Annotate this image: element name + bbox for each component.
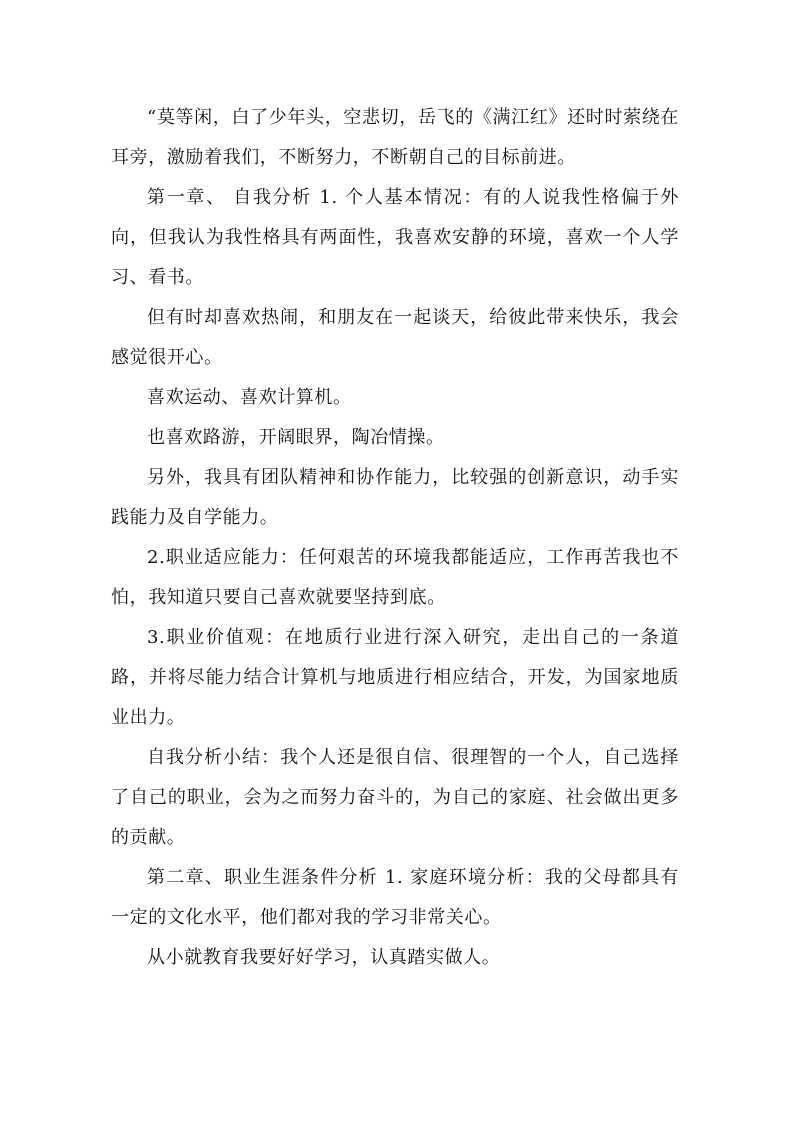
paragraph-9: 自我分析小结：我个人还是很自信、很理智的一个人，自己选择了自己的职业，会为之而努力奋斗的，为自己的家庭、社会做出更多的贡献。 xyxy=(111,747,679,848)
paragraph-5: 也喜欢路游，开阔眼界，陶冶情操。 xyxy=(147,427,445,448)
paragraph-3: 但有时却喜欢热闹，和朋友在一起谈天，给彼此带来快乐，我会感觉很开心。 xyxy=(111,307,679,368)
paragraph-8: 3.职业价值观：在地质行业进行深入研究，走出自己的一条道路，并将尽能力结合计算机与地质进行相应结合，开发，为国家地质业出力。 xyxy=(111,627,679,728)
document-body xyxy=(111,98,679,978)
paragraph-6: 另外，我具有团队精神和协作能力，比较强的创新意识，动手实践能力及自学能力。 xyxy=(111,467,679,528)
paragraph-7: 2.职业适应能力：任何艰苦的环境我都能适应，工作再苦我也不怕，我知道只要自己喜欢就要坚持到底。 xyxy=(111,547,679,608)
paragraph-2: 第一章、 自我分析 1. 个人基本情况：有的人说我性格偏于外向，但我认为我性格具有两面性，我喜欢安静的环境，喜欢一个人学习、看书。 xyxy=(111,187,679,288)
paragraph-4: 喜欢运动、喜欢计算机。 xyxy=(147,387,352,408)
paragraph-11: 从小就教育我要好好学习，认真踏实做人。 xyxy=(147,947,501,968)
paragraph-10: 第二章、职业生涯条件分析 1. 家庭环境分析：我的父母都具有一定的文化水平，他们都对我的学习非常关心。 xyxy=(111,867,679,928)
paragraph-1: “莫等闲，白了少年头，空悲切，岳飞的《满江红》还时时萦绕在耳旁，激励着我们，不断努力，不断朝自己的目标前进。 xyxy=(111,107,679,168)
